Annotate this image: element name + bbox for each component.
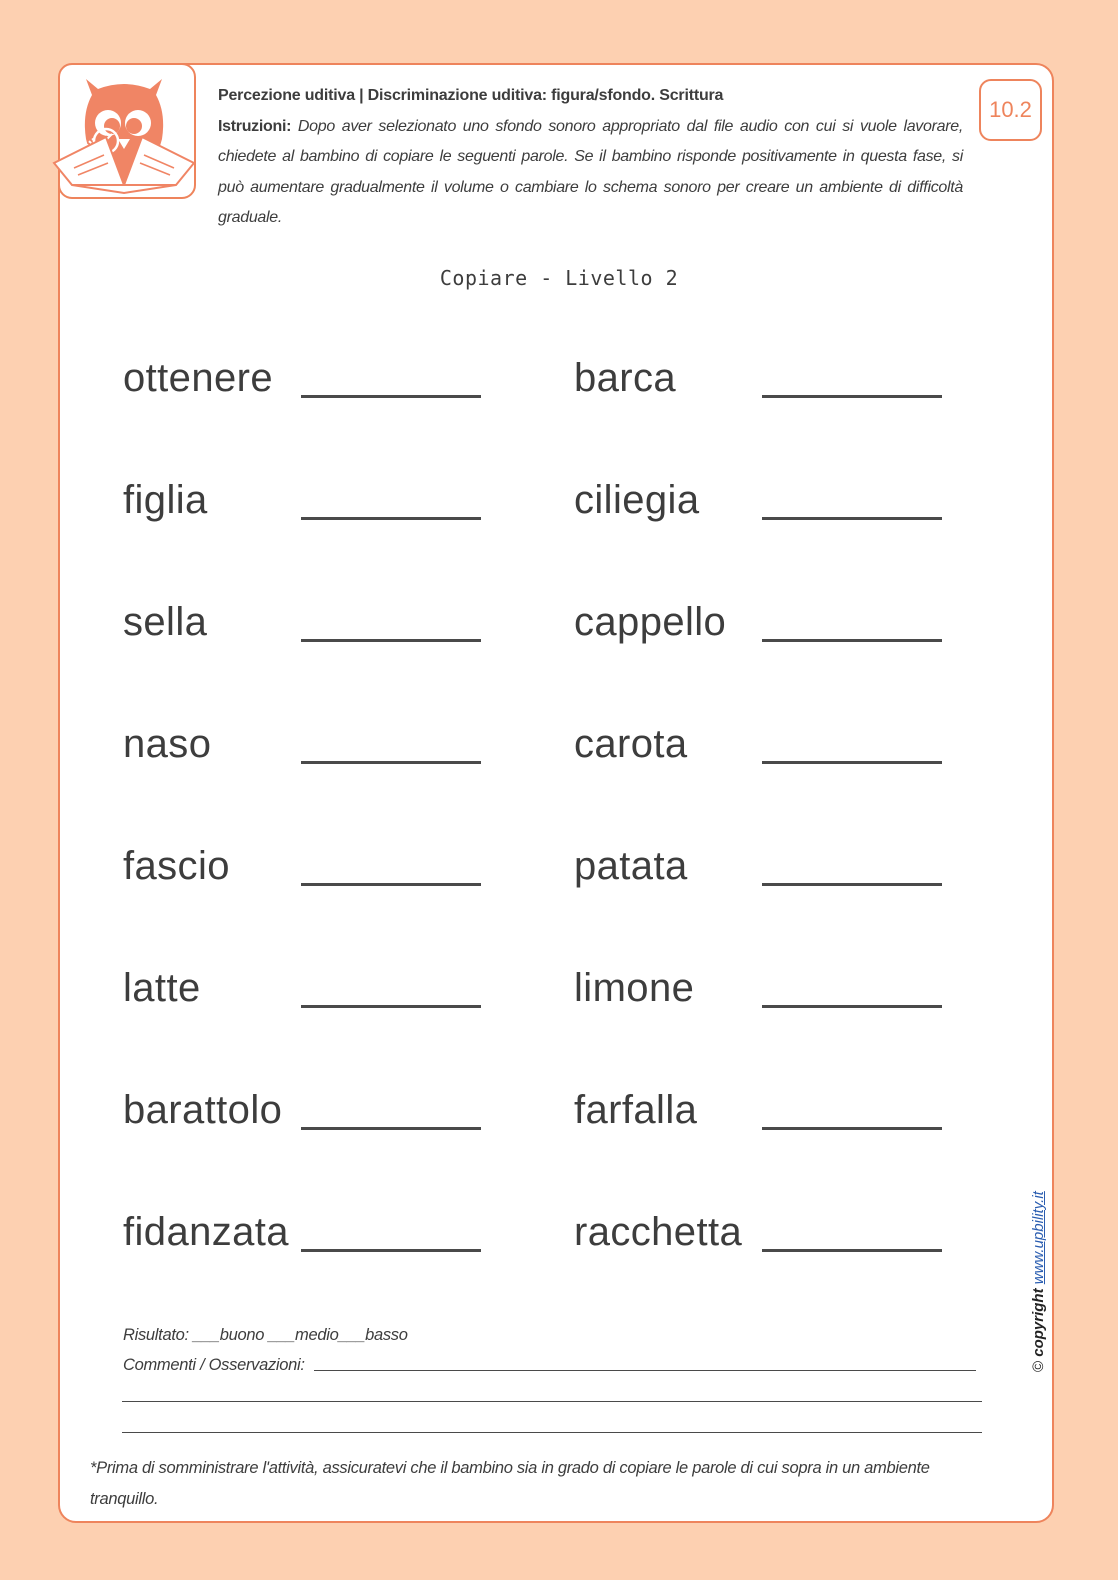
copyright-notice (1030, 1191, 1047, 1372)
word-item: fidanzata (123, 1210, 289, 1254)
copyright-label: copyright (1030, 1288, 1047, 1357)
write-line[interactable] (301, 1127, 481, 1130)
word-item: fascio (123, 844, 230, 888)
footnote: *Prima di somministrare l'attività, assicuratevi che il bambino sia in grado di copiare le parole di cui sopra in un ambiente tranquillo. (90, 1459, 930, 1508)
result-option-medium[interactable]: ___medio (268, 1326, 339, 1344)
word-item: farfalla (574, 1088, 698, 1132)
word-item: sella (123, 600, 208, 644)
word-item: limone (574, 966, 695, 1010)
write-line[interactable] (301, 761, 481, 764)
comments-label: Commenti / Osservazioni: (123, 1356, 305, 1374)
results-section (123, 1320, 408, 1380)
logo-box (58, 63, 196, 199)
write-line[interactable] (301, 517, 481, 520)
word-item: naso (123, 722, 212, 766)
word-item: ottenere (123, 356, 273, 400)
word-item: carota (574, 722, 688, 766)
write-line[interactable] (762, 761, 942, 764)
comment-line[interactable] (314, 1370, 976, 1371)
write-line[interactable] (762, 883, 942, 886)
word-item: ciliegia (574, 478, 700, 522)
write-line[interactable] (762, 1127, 942, 1130)
word-item: latte (123, 966, 201, 1010)
write-line[interactable] (762, 639, 942, 642)
write-line[interactable] (762, 1005, 942, 1008)
word-item: barca (574, 356, 677, 400)
comment-line[interactable] (122, 1401, 982, 1402)
write-line[interactable] (762, 395, 942, 398)
result-option-good[interactable]: ___buono (193, 1326, 265, 1344)
word-item: figlia (123, 478, 208, 522)
website-link[interactable]: www.upbility.it (1030, 1191, 1047, 1285)
write-line[interactable] (301, 883, 481, 886)
word-item: patata (574, 844, 688, 888)
copyright-symbol: © (1030, 1360, 1047, 1372)
instructions-text: Dopo aver selezionato uno sfondo sonoro appropriato dal file audio con cui si vuole lavorare, chiedete al bambino di copiare le seguenti parole. Se il bambino risponde positivamente in questa fase, si può aumentare gradualmente il volume o cambiare lo schema sonoro per creare un ambiente di difficoltà graduale. (218, 117, 963, 226)
owl-reading-book-icon (44, 73, 204, 203)
header (218, 81, 963, 234)
write-line[interactable] (762, 1249, 942, 1252)
write-line[interactable] (301, 395, 481, 398)
instructions-label: Istruzioni: (218, 117, 292, 135)
write-line[interactable] (301, 639, 481, 642)
word-item: barattolo (123, 1088, 283, 1132)
word-item: cappello (574, 600, 727, 644)
comment-line[interactable] (122, 1432, 982, 1433)
write-line[interactable] (301, 1249, 481, 1252)
result-option-low[interactable]: ___basso (338, 1326, 408, 1344)
write-line[interactable] (301, 1005, 481, 1008)
instructions (218, 112, 963, 234)
page-title: Percezione uditiva | Discriminazione uditiva: figura/sfondo. Scrittura (218, 87, 724, 104)
level-subtitle: Copiare - Livello 2 (439, 266, 679, 290)
exercise-number-badge: 10.2 (979, 79, 1042, 141)
result-label: Risultato: (123, 1326, 189, 1344)
write-line[interactable] (762, 517, 942, 520)
word-item: racchetta (574, 1210, 743, 1254)
result-row (123, 1320, 408, 1350)
